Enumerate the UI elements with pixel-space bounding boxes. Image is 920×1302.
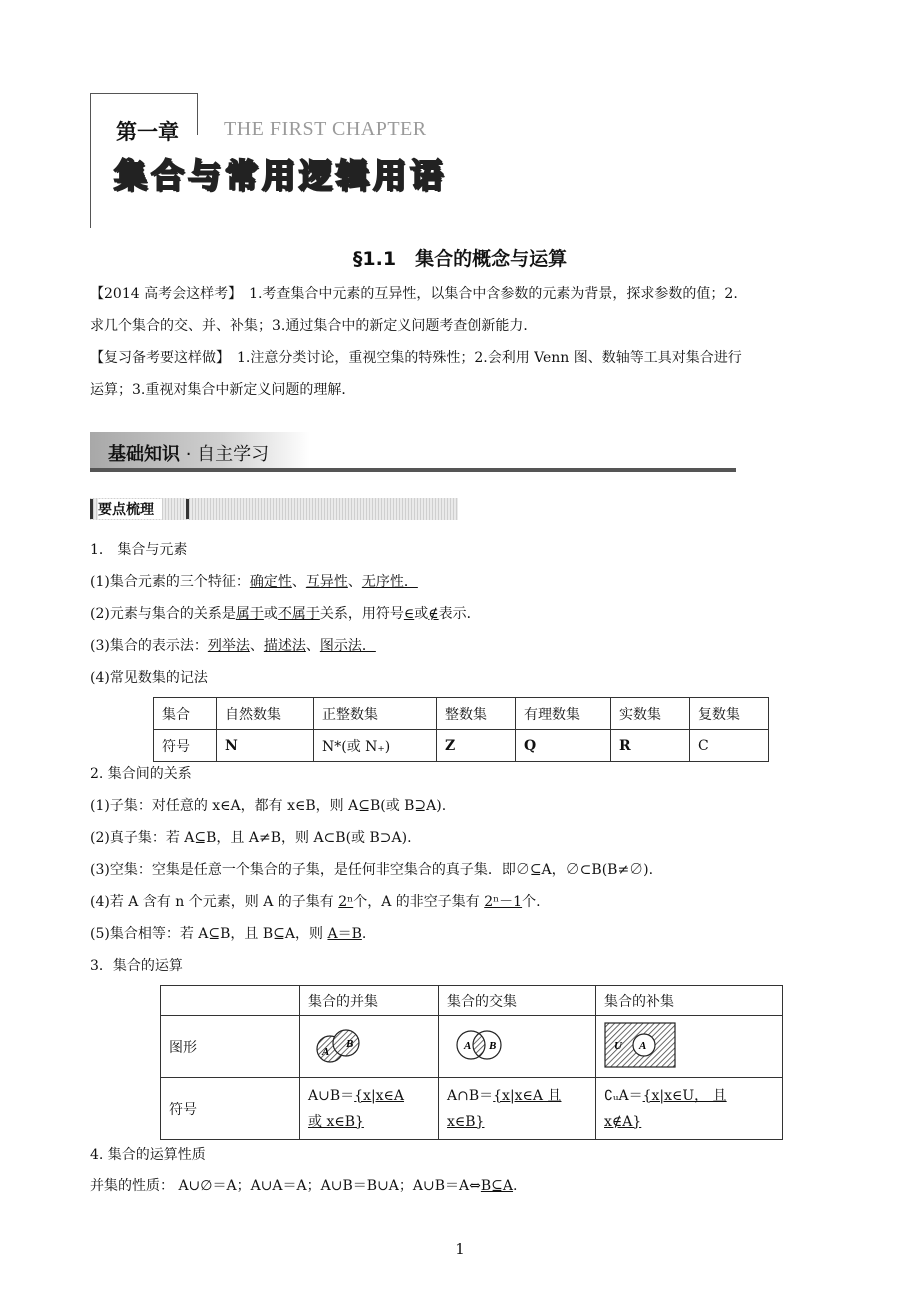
s1-line-4: (4)常见数集的记法 xyxy=(90,670,208,686)
union-b: {x|x∈A xyxy=(354,1087,405,1104)
s1-title: 1． 集合与元素 xyxy=(90,542,188,558)
s4-line-1 xyxy=(90,1176,517,1196)
s2-l4-d: 2ⁿ－1 xyxy=(484,894,523,910)
chapter-english: THE FIRST CHAPTER xyxy=(224,118,427,140)
table-row xyxy=(161,986,783,1016)
banner-underline xyxy=(90,468,736,472)
union-venn-cell xyxy=(300,1016,439,1078)
table-cell: R xyxy=(611,730,690,762)
subheading-bar xyxy=(90,498,458,520)
complement-symbol-cell xyxy=(596,1078,783,1140)
s1-l1-u2: 互异性 xyxy=(305,574,348,590)
subheading-right-bar xyxy=(186,499,189,519)
intro-line-3: 【复习备考要这样做】 1.注意分类讨论，重视空集的特殊性；2.会利用 Venn 图、数轴等工具对集合进行 xyxy=(90,350,742,366)
s1-l3-e: 、 xyxy=(305,638,320,654)
s2-line-4 xyxy=(90,892,541,912)
venn-label-a: A xyxy=(464,1039,472,1052)
s3-title: 3．集合的运算 xyxy=(90,958,183,974)
s1-l1-text: (1)集合元素的三个特征： xyxy=(90,574,250,590)
s2-l4-e: 个. xyxy=(522,894,541,910)
table-cell: 有理数集 xyxy=(516,698,611,730)
s2-line-5 xyxy=(90,924,366,944)
union-a: A∪B＝ xyxy=(308,1087,355,1104)
s4-l1-b: B⊆A xyxy=(480,1178,514,1194)
venn-label-a: A xyxy=(639,1039,647,1052)
s1-line-1 xyxy=(90,572,418,592)
complement-venn-cell xyxy=(596,1016,783,1078)
table-cell: 正整数集 xyxy=(314,698,437,730)
intro-line-1: 【2014 高考会这样考】 1.考查集合中元素的互异性，以集合中含参数的元素为背景，探求参数的值；2. xyxy=(90,286,738,302)
table-cell: 集合的补集 xyxy=(596,986,783,1016)
table-row xyxy=(161,1016,783,1078)
comp-c: x∉A} xyxy=(604,1113,642,1130)
s1-l2-g: 或 xyxy=(414,606,429,622)
chapter-frame-vertical xyxy=(90,93,91,228)
inter-b: {x|x∈A 且 xyxy=(493,1087,562,1104)
table-cell: 图形 xyxy=(161,1016,300,1078)
s2-line-1: (1)子集：对任意的 x∈A，都有 x∈B，则 A⊆B(或 B⊇A). xyxy=(90,798,447,814)
number-sets-table xyxy=(153,697,769,762)
s2-l4-a: (4)若 A 含有 n 个元素，则 A 的子集有 xyxy=(90,894,339,910)
table-row xyxy=(154,698,769,730)
intersection-venn-cell xyxy=(439,1016,596,1078)
chapter-frame-divider xyxy=(197,93,198,135)
union-symbol-cell xyxy=(300,1078,439,1140)
venn-label-b: B xyxy=(346,1037,354,1050)
complement-venn-diagram xyxy=(604,1022,676,1068)
s1-l2-c: 或 xyxy=(263,606,278,622)
inter-c: x∈B} xyxy=(447,1113,485,1130)
s1-l1-u3: 无序性． xyxy=(361,574,418,590)
intro-line-2: 求几个集合的交、并、补集；3.通过集合中的新定义问题考查创新能力． xyxy=(90,318,538,334)
union-venn-diagram xyxy=(308,1025,368,1065)
subheading-left-bar xyxy=(90,499,93,519)
s2-l5-c: . xyxy=(361,926,367,942)
s2-title: 2. 集合间的关系 xyxy=(90,766,192,782)
banner-bold: 基础知识 xyxy=(108,444,180,465)
s1-l3-c: 、 xyxy=(249,638,264,654)
s1-l1-sep1: 、 xyxy=(291,574,306,590)
s1-l3-a: (3)集合的表示法： xyxy=(90,638,208,654)
s1-l2-f: ∈ xyxy=(403,606,415,622)
banner-rest: 自主学习 xyxy=(197,444,270,465)
table-cell xyxy=(161,986,300,1016)
intersection-venn-diagram xyxy=(447,1025,511,1065)
s1-l3-b: 列举法 xyxy=(207,638,250,654)
table-cell: 自然数集 xyxy=(217,698,314,730)
s4-l1-c: . xyxy=(513,1178,518,1194)
table-row xyxy=(161,1078,783,1140)
s1-l2-a: (2)元素与集合的关系是 xyxy=(90,606,236,622)
subheading-text: 要点梳理 xyxy=(98,499,162,519)
table-cell: 集合的并集 xyxy=(300,986,439,1016)
s1-l2-b: 属于 xyxy=(235,606,264,622)
intersection-symbol-cell xyxy=(439,1078,596,1140)
table-cell: 集合 xyxy=(154,698,217,730)
s2-l5-a: (5)集合相等：若 A⊆B，且 B⊆A，则 xyxy=(90,926,328,942)
s1-l2-i: 表示． xyxy=(438,606,481,622)
s1-l1-u1: 确定性 xyxy=(249,574,292,590)
s1-l2-d: 不属于 xyxy=(277,606,320,622)
page-number: 1 xyxy=(455,1240,465,1258)
s1-l3-f: 图示法． xyxy=(319,638,376,654)
banner-sep: · xyxy=(180,444,198,465)
chapter-title: 集合与常用逻辑用语 xyxy=(114,156,447,195)
s2-l4-b: 2ⁿ xyxy=(338,894,354,910)
s1-l3-d: 描述法 xyxy=(263,638,306,654)
table-cell: 符号 xyxy=(161,1078,300,1140)
s2-line-3: (3)空集：空集是任意一个集合的子集，是任何非空集合的真子集．即∅⊆A，∅⊂B(B≠∅). xyxy=(90,862,654,878)
s2-line-2: (2)真子集：若 A⊆B，且 A≠B，则 A⊂B(或 B⊃A). xyxy=(90,830,412,846)
table-cell: 实数集 xyxy=(611,698,690,730)
table-cell: 整数集 xyxy=(437,698,516,730)
comp-b: {x|x∈U， 且 xyxy=(642,1087,727,1104)
s1-l2-e: 关系，用符号 xyxy=(319,606,404,622)
table-cell: Q xyxy=(516,730,611,762)
comp-a: ∁ᵤA＝ xyxy=(604,1087,643,1104)
union-c: 或 x∈B} xyxy=(308,1113,364,1130)
banner-text xyxy=(108,440,269,466)
s1-line-2 xyxy=(90,604,481,624)
s4-l1-a: 并集的性质： A∪∅＝A；A∪A＝A；A∪B＝B∪A；A∪B＝A⇔ xyxy=(90,1178,481,1194)
intro-line-4: 运算；3.重视对集合中新定义问题的理解． xyxy=(90,382,356,398)
intro-paragraph xyxy=(90,278,840,406)
venn-label-b: B xyxy=(489,1039,497,1052)
table-cell: C xyxy=(690,730,769,762)
table-cell: 复数集 xyxy=(690,698,769,730)
table-cell: 符号 xyxy=(154,730,217,762)
s2-l4-c: 个，A 的非空子集有 xyxy=(353,894,485,910)
table-cell: Z xyxy=(437,730,516,762)
chapter-label: 第一章 xyxy=(116,120,179,144)
table-row xyxy=(154,730,769,762)
venn-label-u: U xyxy=(614,1039,622,1052)
s2-l5-b: A＝B xyxy=(327,926,362,942)
s1-line-3 xyxy=(90,636,376,656)
inter-a: A∩B＝ xyxy=(447,1087,494,1104)
section-banner xyxy=(90,432,736,472)
table-cell: 集合的交集 xyxy=(439,986,596,1016)
section-title: §1.1 集合的概念与运算 xyxy=(352,248,568,270)
s1-l2-h: ∉ xyxy=(428,606,439,622)
table-cell: N xyxy=(217,730,314,762)
set-operations-table xyxy=(160,985,783,1140)
s1-l1-sep2: 、 xyxy=(347,574,362,590)
s4-title: 4. 集合的运算性质 xyxy=(90,1147,206,1163)
table-cell: N*(或 N₊) xyxy=(314,730,437,762)
venn-label-a: A xyxy=(322,1045,330,1058)
chapter-frame-horizontal xyxy=(90,93,198,94)
